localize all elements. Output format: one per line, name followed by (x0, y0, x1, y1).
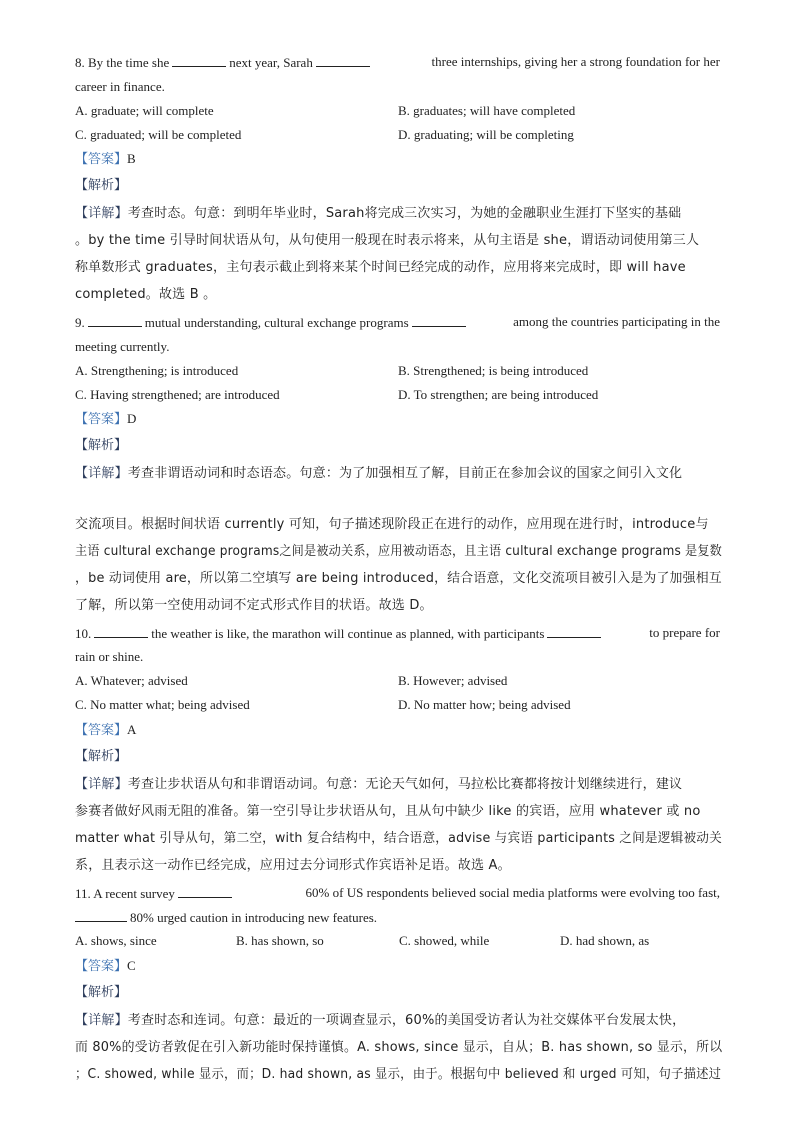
question-11-option-b: B. has shown, so (236, 933, 324, 948)
question-9-explanation-line-1: 【详解】考查非谓语动词和时态语态。句意：为了加强相互了解，目前正在参加会议的国家之间引入文化 (75, 466, 683, 481)
question-8-explanation-line-3: 称单数形式 graduates，主句表示截止到将来某个时间已经完成的动作，应用将来完成时，即 will have (75, 260, 686, 275)
question-8-explanation-line-1: 【详解】考查时态。句意：到明年毕业时，Sarah将完成三次实习，为她的金融职业生涯打下坚实的基础 (75, 206, 682, 221)
question-9-analysis-label: 【解析】 (75, 438, 128, 453)
question-11-option-c: C. showed, while (399, 933, 490, 948)
question-10-option-a: A. Whatever; advised (75, 673, 188, 688)
question-10-analysis-label: 【解析】 (75, 749, 128, 764)
question-9-option-a: A. Strengthening; is introduced (75, 363, 239, 378)
question-8-option-a: A. graduate; will complete (75, 103, 214, 118)
question-10-explanation-line-1: 【详解】考查让步状语从句和非谓语动词。句意：无论天气如何，马拉松比赛都将按计划继续进行，建议 (75, 777, 683, 792)
question-9-stem-line-2: meeting currently. (75, 339, 170, 354)
question-10-explanation-line-2: 参赛者做好风雨无阻的准备。第一空引导让步状语从句，且从句中缺少 like 的宾语，应用 whatever 或 no (75, 804, 701, 819)
question-8-option-d: D. graduating; will be completing (398, 127, 574, 142)
question-10-stem-line-2: rain or shine. (75, 649, 144, 664)
question-10-stem-line-1: 10. the weather is like, the marathon will continue as planned, with participants to prepare for (75, 625, 720, 641)
question-10-explanation-line-4: 系，且表示这一动作已经完成，应用过去分词形式作宾语补足语。故选 A。 (75, 858, 511, 873)
question-11-stem-line-1: 11. A recent survey 60% of US respondents believed social media platforms were evolving too fast, (75, 885, 720, 901)
question-10-explanation-line-3: matter what 引导从句，第二空，with 复合结构中，结合语意，advise 与宾语 participants 之间是逻辑被动关 (75, 831, 722, 846)
question-8-option-c: C. graduated; will be completed (75, 127, 242, 142)
question-10-option-d: D. No matter how; being advised (398, 697, 571, 712)
question-11-option-d: D. had shown, as (560, 933, 650, 948)
question-9-stem-line-1: 9. mutual understanding, cultural exchange programs among the countries participating in the (75, 314, 720, 330)
question-10-option-c: C. No matter what; being advised (75, 697, 250, 712)
question-11-explanation-line-3: ；C. showed, while 显示，而；D. had shown, as 显示，由于。根据句中 believed 和 urged 可知，句子描述过 (75, 1067, 722, 1082)
question-9-answer: 【答案】D (75, 411, 137, 427)
question-9-explanation-line-2: 交流项目。根据时间状语 currently 可知，句子描述现阶段正在进行的动作，应用现在进行时，introduce与 (75, 517, 709, 532)
question-10-answer: 【答案】A (75, 722, 137, 738)
question-11-answer: 【答案】C (75, 958, 136, 974)
question-11-explanation-line-1: 【详解】考查时态和连词。句意：最近的一项调查显示，60%的美国受访者认为社交媒体平台发展太快， (75, 1013, 686, 1028)
question-8-explanation-line-2: 。by the time 引导时间状语从句，从句使用一般现在时表示将来，从句主语是 she，谓语动词使用第三人 (75, 233, 700, 248)
question-11-option-a: A. shows, since (75, 933, 157, 948)
question-9-explanation-line-3: 主语 cultural exchange programs之间是被动关系，应用被动语态，且主语 cultural exchange programs 是复数 (75, 544, 723, 559)
question-11-explanation-line-2: 而 80%的受访者敦促在引入新功能时保持谨慎。A. shows, since 显示，自从；B. has shown, so 显示，所以 (75, 1040, 723, 1055)
question-9-option-b: B. Strengthened; is being introduced (398, 363, 589, 378)
question-8-option-b: B. graduates; will have completed (398, 103, 576, 118)
question-9-option-d: D. To strengthen; are being introduced (398, 387, 599, 402)
question-11-analysis-label: 【解析】 (75, 985, 128, 1000)
question-9-explanation-line-5: 了解，所以第一空使用动词不定式形式作目的状语。故选 D。 (75, 598, 433, 613)
question-8-explanation-line-4: completed。故选 B 。 (75, 287, 217, 302)
question-11-stem-line-2: 80% urged caution in introducing new features. (75, 909, 377, 926)
question-9-option-c: C. Having strengthened; are introduced (75, 387, 280, 402)
question-8-stem-line-1: 8. By the time she next year, Sarah three internships, giving her a strong foundation for her (75, 54, 720, 70)
question-9-explanation-line-4: ，be 动词使用 are，所以第二空填写 are being introduced，结合语意，文化交流项目被引入是为了加强相互 (75, 571, 722, 586)
question-8-stem-line-2: career in finance. (75, 79, 165, 94)
question-8-analysis-label: 【解析】 (75, 178, 128, 193)
question-10-option-b: B. However; advised (398, 673, 508, 688)
question-8-answer: 【答案】B (75, 151, 136, 167)
